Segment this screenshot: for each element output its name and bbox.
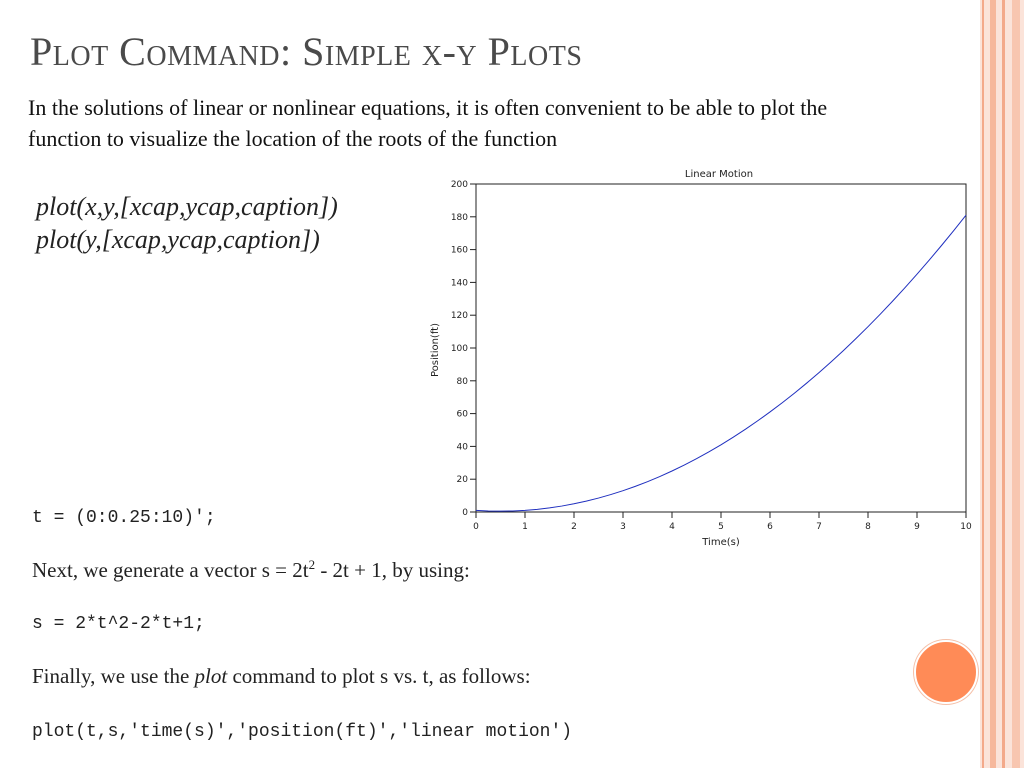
y-tick-label: 180 xyxy=(450,212,468,223)
code-t-vector: t = (0:0.25:10)'; xyxy=(32,508,216,528)
x-tick-label: 1 xyxy=(522,522,528,532)
y-tick-label: 80 xyxy=(456,376,468,387)
next-step-text xyxy=(32,557,470,583)
y-axis-label: Position(ft) xyxy=(430,322,441,378)
x-tick-label: 9 xyxy=(914,522,920,532)
y-tick-label: 20 xyxy=(456,475,468,486)
decorative-stripe-band xyxy=(980,0,1024,768)
plot-syntax-block xyxy=(36,190,338,256)
x-tick-label: 7 xyxy=(816,522,822,532)
next-step-text-end: - 2t + 1, by using: xyxy=(315,558,470,582)
next-step-text-start: Next, we generate a vector s = 2t xyxy=(32,558,309,582)
y-tick-label: 200 xyxy=(450,180,468,190)
y-tick-label: 160 xyxy=(450,245,468,256)
stripe-line xyxy=(1012,0,1020,768)
finally-text-plot: plot xyxy=(194,664,228,688)
stripe-line xyxy=(1002,0,1005,768)
chart-title: Linear Motion xyxy=(684,169,754,180)
y-axis-ticks xyxy=(451,180,476,518)
x-tick-label: 2 xyxy=(571,522,577,532)
chart-svg xyxy=(424,164,980,552)
stripe-line xyxy=(982,0,984,768)
y-tick-label: 40 xyxy=(456,442,468,453)
y-tick-label: 140 xyxy=(450,278,468,289)
x-tick-label: 5 xyxy=(718,522,724,532)
finally-text-start: Finally, we use the xyxy=(32,664,195,688)
orange-circle-decoration xyxy=(914,640,978,704)
y-tick-label: 60 xyxy=(456,409,468,420)
linear-motion-chart xyxy=(424,164,980,552)
x-tick-label: 0 xyxy=(473,522,479,532)
x-axis-ticks xyxy=(473,512,972,532)
exponent: 2 xyxy=(308,557,316,572)
plot-frame xyxy=(476,184,966,512)
y-tick-label: 120 xyxy=(450,311,468,322)
x-tick-label: 6 xyxy=(767,522,773,532)
intro-paragraph: In the solutions of linear or nonlinear equations, it is often convenient to be able to plot the function to visualize the location of the roots of the function xyxy=(28,95,828,151)
x-axis-label: Time(s) xyxy=(702,537,740,548)
finally-text xyxy=(32,664,531,689)
plot-syntax-line: plot(x,y,[xcap,ycap,caption]) xyxy=(36,192,338,221)
code-plot-command: plot(t,s,'time(s)','position(ft)','linear motion') xyxy=(32,722,573,742)
x-tick-label: 8 xyxy=(865,522,871,532)
x-tick-label: 3 xyxy=(620,522,626,532)
x-tick-label: 4 xyxy=(669,522,675,532)
code-s-vector: s = 2*t^2-2*t+1; xyxy=(32,614,205,634)
x-tick-label: 10 xyxy=(960,522,972,532)
stripe-line xyxy=(990,0,996,768)
plot-syntax-line: plot(y,[xcap,ycap,caption]) xyxy=(36,225,320,254)
slide-title: Plot Command: Simple x-y Plots xyxy=(30,29,583,74)
y-tick-label: 100 xyxy=(450,344,468,354)
y-tick-label: 0 xyxy=(462,508,468,518)
finally-text-end: command to plot s vs. t, as follows: xyxy=(227,664,531,688)
